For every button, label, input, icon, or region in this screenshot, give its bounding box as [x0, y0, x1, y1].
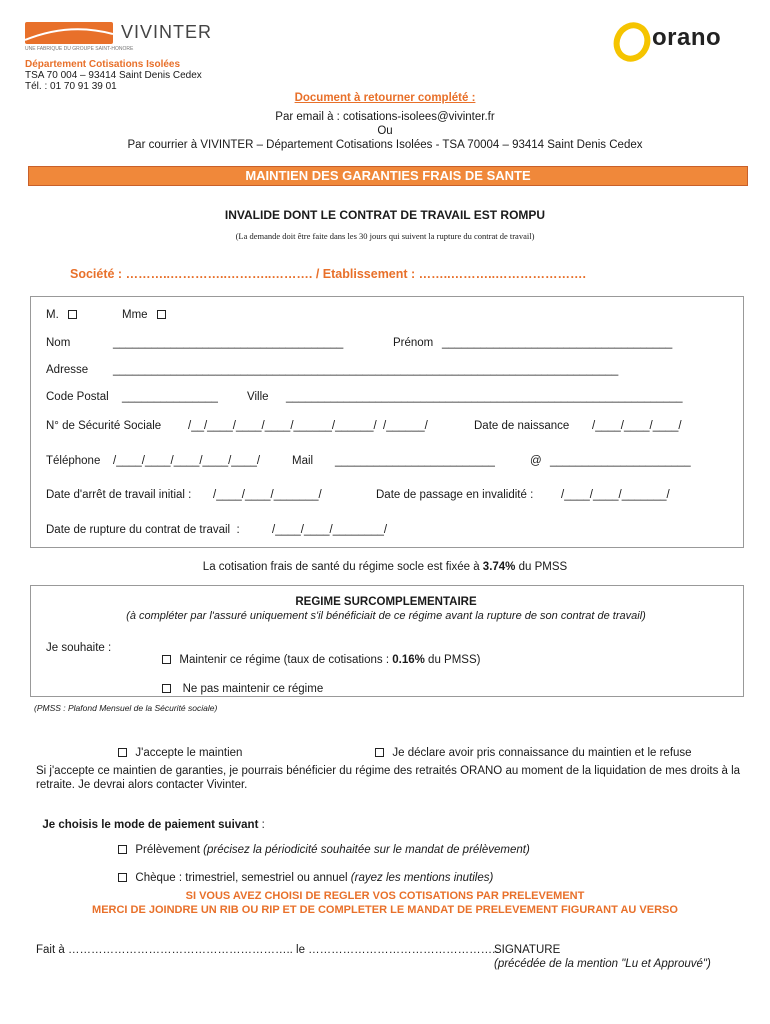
- civility-mme[interactable]: Mme: [122, 309, 174, 321]
- return-email: Par email à : cotisations-isolees@vivinter.fr: [275, 111, 495, 123]
- orano-logo-text: orano: [652, 24, 722, 51]
- vivinter-tagline: UNE FABRIQUE DU GROUPE SAINT-HONORE: [25, 46, 134, 52]
- checkbox-mme[interactable]: [157, 310, 166, 319]
- mail-field-domain[interactable]: ______________________: [550, 455, 691, 467]
- checkbox-refuse[interactable]: [375, 748, 384, 757]
- cp-label: Code Postal: [46, 391, 109, 403]
- mail-at: @: [530, 455, 542, 467]
- return-title: Document à retourner complété :: [294, 92, 476, 104]
- vivinter-logo: [25, 22, 215, 52]
- ville-field[interactable]: ______________________________________________________________: [286, 391, 683, 403]
- checkbox-accept[interactable]: [118, 748, 127, 757]
- prenom-field[interactable]: ____________________________________: [442, 337, 673, 349]
- form-subnote: (La demande doit être faite dans les 30 jours qui suivent la rupture du contrat de travail): [235, 231, 535, 241]
- title-banner-text: MAINTIEN DES GARANTIES FRAIS DE SANTE: [245, 168, 531, 183]
- checkbox-maintain[interactable]: [162, 655, 171, 664]
- paiement-cheque[interactable]: Chèque : trimestriel, semestriel ou annuel (rayez les mentions inutiles): [112, 860, 493, 884]
- signature-label: SIGNATURE: [494, 944, 561, 956]
- accept-option[interactable]: J'accepte le maintien: [112, 735, 242, 759]
- pmss-note: (PMSS : Plafond Mensuel de la Sécurité sociale): [34, 703, 218, 713]
- telephone-field[interactable]: /____/____/____/____/____/: [113, 455, 261, 467]
- surco-note: (à compléter par l'assuré uniquement s'il bénéficiait de ce régime avant la rupture de son contrat de travail): [126, 610, 646, 622]
- surco-title: REGIME SURCOMPLEMENTAIRE: [295, 596, 477, 608]
- civility-m[interactable]: M.: [46, 309, 85, 321]
- invalidite-field[interactable]: /____/____/_______/: [561, 489, 670, 501]
- cotisation-rate: 3.74%: [482, 561, 516, 573]
- dept-name: Département Cotisations Isolées: [25, 59, 181, 70]
- adresse-field[interactable]: _______________________________________________________________________________: [113, 364, 619, 376]
- naissance-label: Date de naissance: [474, 420, 570, 432]
- rupture-label: Date de rupture du contrat de travail :: [46, 524, 240, 536]
- vivinter-logo-mark: [25, 22, 113, 44]
- adresse-label: Adresse: [46, 364, 89, 376]
- vivinter-logo-text: VIVINTER: [121, 22, 213, 42]
- arret-field[interactable]: /____/____/_______/: [213, 489, 322, 501]
- mail-label: Mail: [292, 455, 314, 467]
- nom-field[interactable]: ____________________________________: [113, 337, 344, 349]
- rupture-field[interactable]: /____/____/________/: [272, 524, 388, 536]
- title-banner: [28, 166, 748, 186]
- surco-option-refuse[interactable]: Ne pas maintenir ce régime: [156, 671, 323, 695]
- checkbox-cheque[interactable]: [118, 873, 127, 882]
- arret-label: Date d'arrêt de travail initial :: [46, 489, 192, 501]
- societe-line[interactable]: Société : ………..…………..………..………. / Etablissement : ……..………..………………….: [70, 267, 587, 281]
- secu-field[interactable]: /__/____/____/____/______/______/ /______/: [188, 420, 428, 432]
- return-mail: Par courrier à VIVINTER – Département Cotisations Isolées - TSA 70004 – 93414 Saint Denis Cedex: [127, 139, 643, 151]
- orano-logo-mark: [612, 22, 652, 62]
- ville-label: Ville: [247, 391, 269, 403]
- checkbox-prelevement[interactable]: [118, 845, 127, 854]
- telephone-label: Téléphone: [46, 455, 101, 467]
- naissance-field[interactable]: /____/____/____/: [592, 420, 682, 432]
- fait-a-line[interactable]: Fait à ………………………………………………….. le …………………………………………..: [36, 944, 499, 956]
- refuse-option[interactable]: Je déclare avoir pris connaissance du maintien et le refuse: [369, 735, 692, 759]
- secu-label: N° de Sécurité Sociale: [46, 420, 162, 432]
- orano-logo: [612, 20, 752, 64]
- mail-field-user[interactable]: _________________________: [335, 455, 495, 467]
- warning-line-2: MERCI DE JOINDRE UN RIB OU RIP ET DE COMPLETER LE MANDAT DE PRELEVEMENT FIGURANT AU VERSO: [92, 904, 678, 916]
- paiement-title: Je choisis le mode de paiement suivant :: [42, 819, 265, 831]
- return-or: Ou: [377, 125, 393, 137]
- je-souhaite-label: Je souhaite :: [46, 642, 112, 654]
- invalidite-label: Date de passage en invalidité :: [376, 489, 534, 501]
- signature-mention: (précédée de la mention "Lu et Approuvé"): [494, 958, 711, 970]
- checkbox-no-maintain[interactable]: [162, 684, 171, 693]
- cotisation-line: La cotisation frais de santé du régime socle est fixée à 3.74% du PMSS: [202, 561, 568, 573]
- dept-address: TSA 70 004 – 93414 Saint Denis Cedex: [25, 70, 202, 81]
- form-subtitle: INVALIDE DONT LE CONTRAT DE TRAVAIL EST ROMPU: [224, 208, 546, 222]
- warning-line-1: SI VOUS AVEZ CHOISI DE REGLER VOS COTISATIONS PAR PRELEVEMENT: [185, 890, 585, 902]
- dept-phone: Tél. : 01 70 91 39 01: [25, 81, 117, 92]
- prenom-label: Prénom: [393, 337, 434, 349]
- nom-label: Nom: [46, 337, 71, 349]
- retraite-paragraph: Si j'accepte ce maintien de garanties, je pourrais bénéficier du régime des retraités ORANO au moment de la liquidation de mes droits à la retraite. Je devrai alors contacter Vivinter.: [36, 765, 741, 791]
- surco-option-maintain[interactable]: Maintenir ce régime (taux de cotisations : 0.16% du PMSS): [156, 642, 480, 666]
- paiement-prelevement[interactable]: Prélèvement (précisez la périodicité souhaitée sur le mandat de prélèvement): [112, 832, 530, 856]
- checkbox-m[interactable]: [68, 310, 77, 319]
- cp-field[interactable]: _______________: [122, 391, 218, 403]
